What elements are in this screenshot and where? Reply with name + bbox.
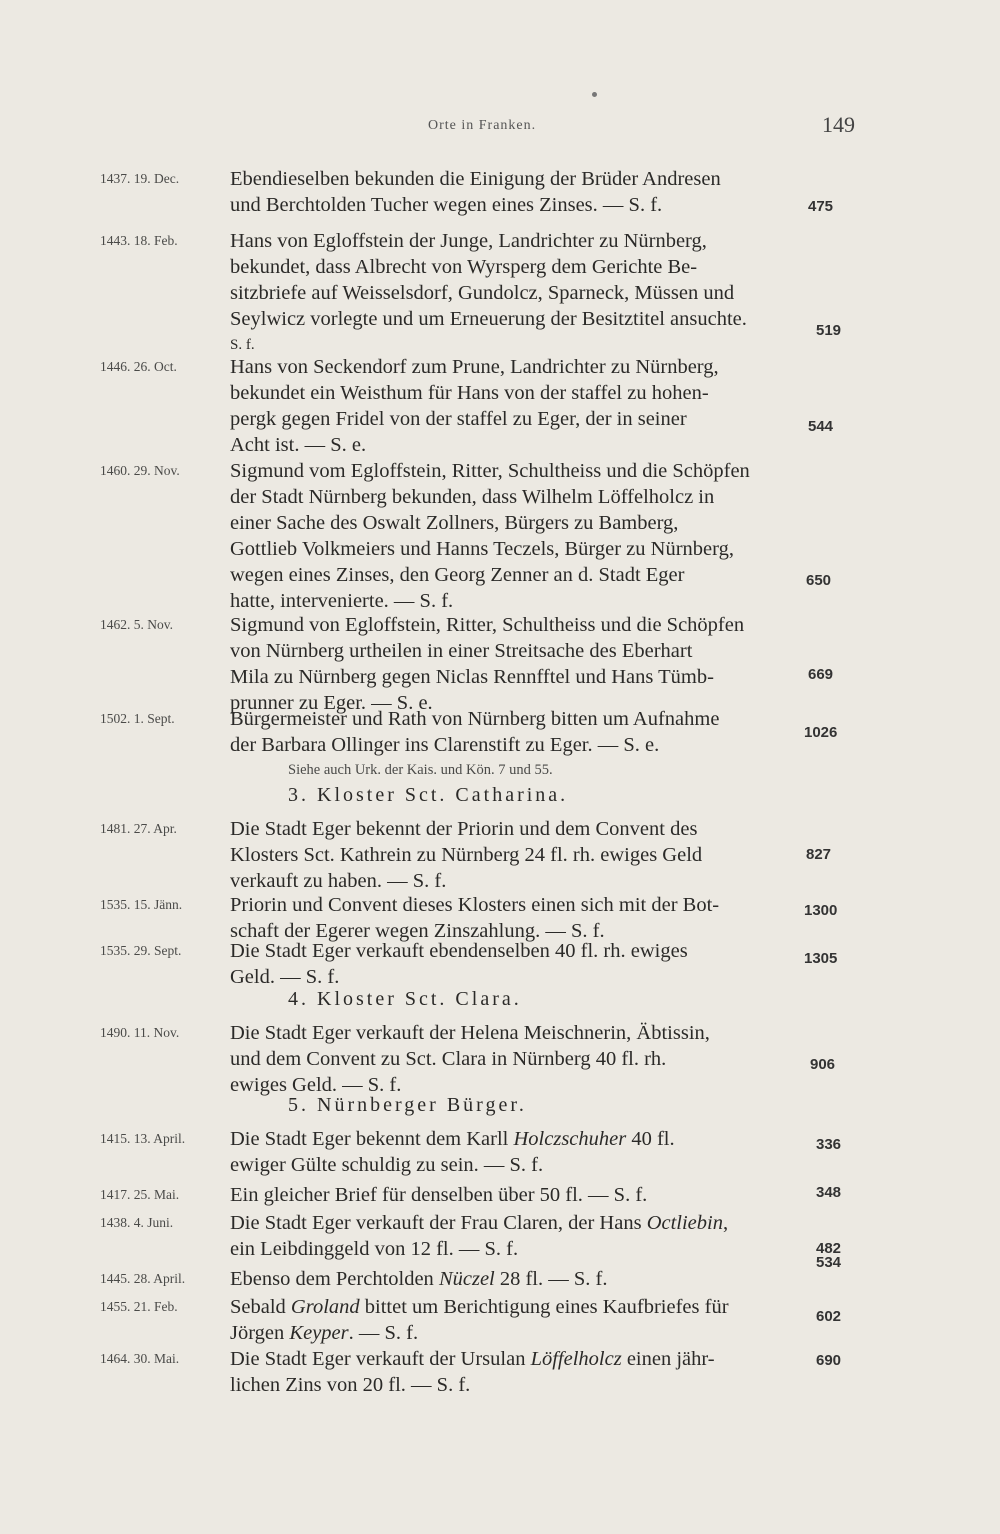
- entry-line: Ein gleicher Brief für denselben über 50 fl. — S. f.: [230, 1184, 648, 1206]
- entry-line: Hans von Egloffstein der Junge, Landrichter zu Nürnberg,: [230, 230, 707, 252]
- entry-date: 1438. 4. Juni.: [100, 1215, 174, 1230]
- entry-reference-number: 519: [816, 322, 842, 339]
- entry-text: [230, 892, 866, 944]
- entry-reference-number: 669: [808, 666, 834, 683]
- entry-date: 1464. 30. Mai.: [100, 1351, 180, 1366]
- section-heading: 4. Kloster Sct. Clara.: [288, 988, 522, 1010]
- entry-text: [230, 1346, 866, 1398]
- entry-text: [230, 1126, 866, 1178]
- entry-line: bekundet ein Weisthum für Hans von der staffel zu hohen-: [230, 382, 709, 404]
- entry-line: Ebendieselben bekunden die Einigung der Brüder Andresen: [230, 168, 721, 190]
- entry-reference-number: 544: [808, 418, 834, 435]
- entry-line: bekundet, dass Albrecht von Wyrsperg dem Gerichte Be-: [230, 256, 698, 278]
- entry-reference-number: 1305: [804, 950, 838, 967]
- entry-reference-number: 348: [816, 1184, 842, 1201]
- entry-date: 1455. 21. Feb.: [100, 1299, 178, 1314]
- entry-line: schaft der Egerer wegen Zinszahlung. — S. f.: [230, 920, 605, 942]
- entry-line: wegen eines Zinses, den Georg Zenner an d. Stadt Eger: [230, 564, 685, 586]
- entry-line: verkauft zu haben. — S. f.: [230, 870, 447, 892]
- entry-text: [230, 612, 866, 716]
- entry-line: Die Stadt Eger verkauft ebendenselben 40 fl. rh. ewiges: [230, 940, 688, 962]
- section-heading: 5. Nürnberger Bürger.: [288, 1094, 527, 1116]
- entry-reference-number: 906: [810, 1056, 836, 1073]
- entry-line: prunner zu Eger. — S. e.: [230, 692, 433, 714]
- entry-date: 1481. 27. Apr.: [100, 821, 177, 836]
- entry-line: und Berchtolden Tucher wegen eines Zinses. — S. f.: [230, 194, 663, 216]
- entry-line: und dem Convent zu Sct. Clara in Nürnberg 40 fl. rh.: [230, 1048, 667, 1070]
- entry-date: 1535. 29. Sept.: [100, 943, 182, 958]
- section-heading: 3. Kloster Sct. Catharina.: [288, 784, 569, 806]
- entry-text: [230, 1210, 866, 1262]
- page-number: 149: [822, 112, 855, 137]
- entry-date: 1446. 26. Oct.: [100, 359, 177, 374]
- entry-line: Klosters Sct. Kathrein zu Nürnberg 24 fl. rh. ewiges Geld: [230, 844, 703, 866]
- entry-line: Die Stadt Eger verkauft der Ursulan Löffelholcz einen jähr-: [230, 1348, 715, 1370]
- entry-text: [230, 938, 866, 990]
- entry-line: S. f.: [230, 337, 255, 353]
- entry-line: von Nürnberg urtheilen in einer Streitsache des Eberhart: [230, 640, 693, 662]
- ink-dot: [592, 92, 597, 97]
- entry-line: Jörgen Keyper. — S. f.: [230, 1322, 419, 1344]
- running-header: Orte in Franken.: [428, 118, 537, 133]
- entry-line: Sigmund vom Egloffstein, Ritter, Schultheiss und die Schöpfen: [230, 460, 750, 482]
- entry-date: 1490. 11. Nov.: [100, 1025, 180, 1040]
- entry-reference-number: 690: [816, 1352, 842, 1369]
- entry-line: Die Stadt Eger verkauft der Helena Meischnerin, Äbtissin,: [230, 1022, 710, 1044]
- entry-line: Seylwicz vorlegte und um Erneuerung der Besitztitel ansuchte.: [230, 308, 747, 330]
- entry-line: Sigmund von Egloffstein, Ritter, Schultheiss und die Schöpfen: [230, 614, 745, 636]
- entry-reference-number: 475: [808, 198, 834, 215]
- entry-reference-number: 602: [816, 1308, 842, 1325]
- entry-line: Priorin und Convent dieses Klosters einen sich mit der Bot-: [230, 894, 720, 916]
- entry-line: Die Stadt Eger verkauft der Frau Claren, der Hans Octliebin,: [230, 1212, 729, 1234]
- entry-line: Acht ist. — S. e.: [230, 434, 367, 456]
- cross-reference-note: Siehe auch Urk. der Kais. und Kön. 7 und 55.: [288, 762, 553, 778]
- entry-line: pergk gegen Fridel von der staffel zu Eger, der in seiner: [230, 408, 687, 430]
- entry-date: 1535. 15. Jänn.: [100, 897, 183, 912]
- entry-line: der Stadt Nürnberg bekunden, dass Wilhelm Löffelholcz in: [230, 486, 715, 508]
- entry-line: Sebald Groland bittet um Berichtigung eines Kaufbriefes für: [230, 1296, 729, 1318]
- entry-line: der Barbara Ollinger ins Clarenstift zu Eger. — S. e.: [230, 734, 660, 756]
- entry-line: Ebenso dem Perchtolden Nüczel 28 fl. — S. f.: [230, 1268, 608, 1290]
- entry-text: [230, 1020, 866, 1098]
- entry-line: Mila zu Nürnberg gegen Niclas Rennfftel und Hans Tümb-: [230, 666, 714, 688]
- entry-text: [230, 816, 866, 894]
- entry-date: 1417. 25. Mai.: [100, 1187, 180, 1202]
- entry-line: Die Stadt Eger bekennt dem Karll Holczschuher 40 fl.: [230, 1128, 675, 1150]
- entry-line: Die Stadt Eger bekennt der Priorin und dem Convent des: [230, 818, 698, 840]
- entry-date: 1460. 29. Nov.: [100, 463, 180, 478]
- entry-line: Hans von Seckendorf zum Prune, Landrichter zu Nürnberg,: [230, 356, 719, 378]
- entry-line: sitzbriefe auf Weisselsdorf, Gundolcz, Sparneck, Müssen und: [230, 282, 735, 304]
- entry-date: 1415. 13. April.: [100, 1131, 186, 1146]
- entry-text: [230, 1266, 866, 1292]
- entry-text: [230, 458, 866, 614]
- entry-line: lichen Zins von 20 fl. — S. f.: [230, 1374, 471, 1396]
- entry-text: [230, 354, 866, 458]
- entry-line: hatte, intervenierte. — S. f.: [230, 590, 454, 612]
- entry-text: [230, 1294, 866, 1346]
- entry-line: einer Sache des Oswalt Zollners, Bürgers zu Bamberg,: [230, 512, 679, 534]
- entry-reference-number: 1026: [804, 724, 838, 741]
- entry-reference-number: 1300: [804, 902, 838, 919]
- entry-text: [230, 706, 866, 758]
- entry-date: 1502. 1. Sept.: [100, 711, 175, 726]
- entry-line: Bürgermeister und Rath von Nürnberg bitten um Aufnahme: [230, 708, 720, 730]
- entry-reference-number: 482: [816, 1240, 842, 1257]
- entry-reference-number: 336: [816, 1136, 842, 1153]
- entry-line: Geld. — S. f.: [230, 966, 340, 988]
- entry-text: [230, 1182, 866, 1208]
- entry-line: ewiger Gülte schuldig zu sein. — S. f.: [230, 1154, 544, 1176]
- entry-text: [230, 166, 866, 218]
- entry-reference-number: 650: [806, 572, 832, 589]
- entry-reference-number: 827: [806, 846, 832, 863]
- entry-line: ein Leibdinggeld von 12 fl. — S. f.: [230, 1238, 519, 1260]
- entry-date: 1437. 19. Dec.: [100, 171, 180, 186]
- entry-line: ewiges Geld. — S. f.: [230, 1074, 402, 1096]
- entry-date: 1462. 5. Nov.: [100, 617, 173, 632]
- entry-date: 1445. 28. April.: [100, 1271, 186, 1286]
- entry-line: Gottlieb Volkmeiers und Hanns Teczels, Bürger zu Nürnberg,: [230, 538, 734, 560]
- entry-date: 1443. 18. Feb.: [100, 233, 178, 248]
- entry-reference-number: 534: [816, 1254, 842, 1271]
- entry-text: [230, 228, 866, 358]
